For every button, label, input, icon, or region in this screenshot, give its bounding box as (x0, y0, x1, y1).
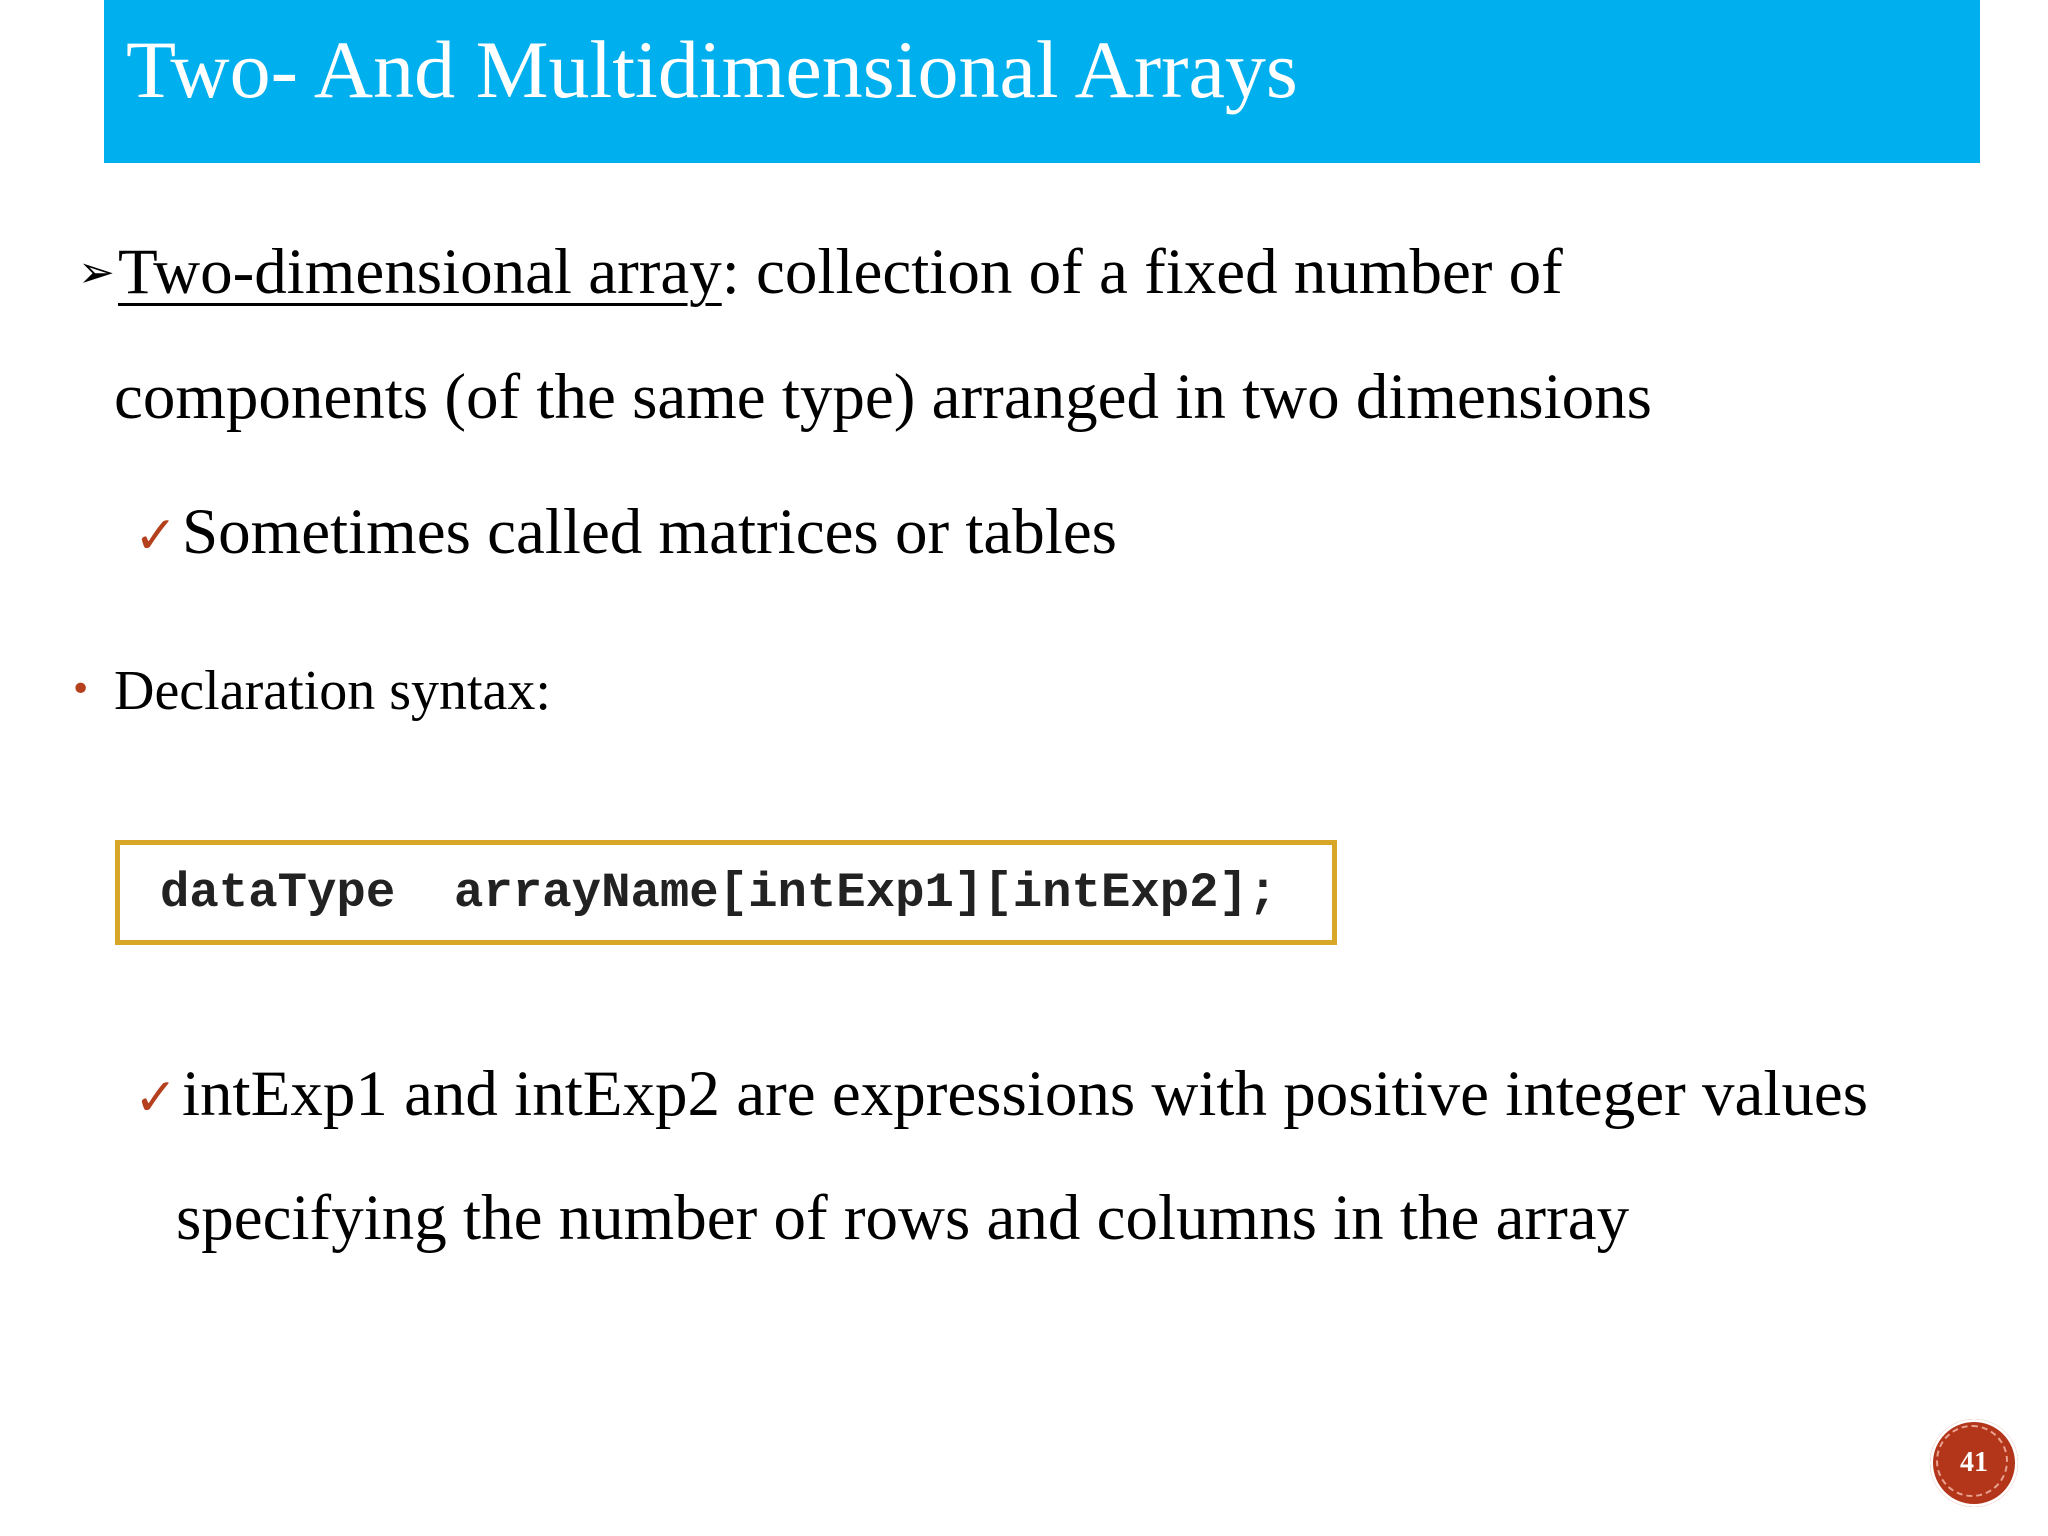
declaration-item (70, 655, 551, 726)
dot-bullet-icon: • (70, 669, 92, 710)
definition-text-1: : collection of a fixed number of (721, 236, 1563, 308)
definition-term: Two-dimensional array (118, 236, 722, 308)
arrow-bullet-icon: ➢ (78, 247, 115, 298)
definition-line-1 (78, 232, 1563, 313)
slide-title: Two- And Multidimensional Arrays (126, 24, 1298, 115)
note-2-text-2: specifying the number of rows and columns in the array (176, 1182, 1630, 1254)
note-2-line-1 (134, 1054, 1868, 1138)
note-2-line-2 (176, 1178, 1629, 1258)
declaration-label: Declaration syntax: (114, 660, 551, 722)
title-bar (104, 0, 1980, 163)
note-1 (134, 492, 1117, 576)
note-2-text-1: intExp1 and intExp2 are expressions with positive integer values (182, 1058, 1869, 1130)
checkmark-icon: ✓ (134, 1068, 178, 1128)
checkmark-icon: ✓ (134, 506, 178, 566)
note-1-text: Sometimes called matrices or tables (182, 496, 1117, 568)
page-number-badge (1930, 1419, 2018, 1507)
definition-line-2 (114, 357, 1652, 437)
code-syntax: dataType arrayName[intExp1][intExp2]; (160, 865, 1278, 921)
definition-text-2: components (of the same type) arranged in two dimensions (114, 361, 1652, 433)
page-number: 41 (1960, 1447, 1988, 1478)
code-box (115, 840, 1337, 945)
